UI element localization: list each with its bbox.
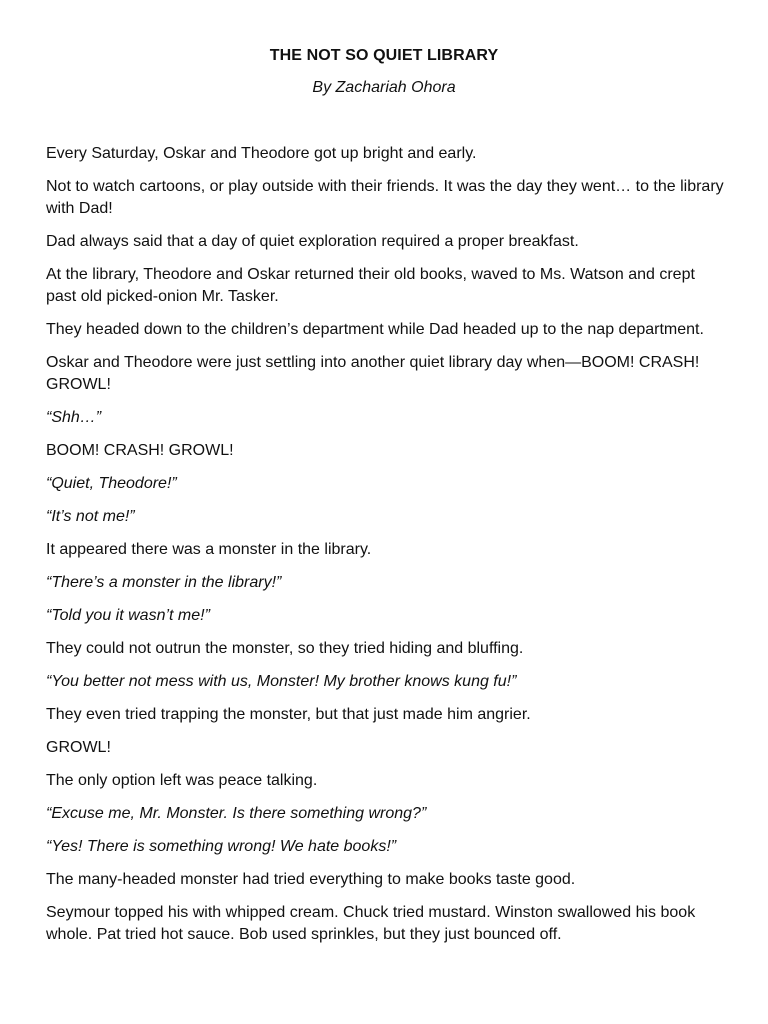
story-dialogue-paragraph: “You better not mess with us, Monster! My brother knows kung fu!” [46,673,517,690]
story-paragraph: BOOM! CRASH! GROWL! [46,442,234,459]
story-paragraph: Seymour topped his with whipped cream. Chuck tried mustard. Winston swallowed his book whole. Pat tried hot sauce. Bob used sprinkles, but they just bounced off. [46,904,696,943]
story-dialogue-paragraph: “Excuse me, Mr. Monster. Is there something wrong?” [46,805,427,822]
story-paragraph: Dad always said that a day of quiet exploration required a proper breakfast. [46,233,579,250]
document-title: THE NOT SO QUIET LIBRARY [269,47,499,64]
story-dialogue-paragraph: “Shh…” [46,409,102,426]
story-paragraph: Every Saturday, Oskar and Theodore got up bright and early. [46,145,477,162]
story-dialogue-paragraph: “Told you it wasn’t me!” [46,607,210,624]
story-paragraph: The many-headed monster had tried everything to make books taste good. [46,871,576,888]
story-paragraph: The only option left was peace talking. [46,772,318,789]
story-dialogue-paragraph: “There’s a monster in the library!” [46,574,282,591]
document-byline: By Zachariah Ohora [312,79,456,96]
story-dialogue-paragraph: “Quiet, Theodore!” [46,475,177,492]
story-paragraph: GROWL! [46,739,111,756]
story-dialogue-paragraph: “It’s not me!” [46,508,135,525]
story-paragraph: Oskar and Theodore were just settling into another quiet library day when—BOOM! CRASH! GROWL! [46,354,700,393]
story-paragraph: They headed down to the children’s department while Dad headed up to the nap department. [46,321,704,338]
story-paragraph: It appeared there was a monster in the library. [46,541,372,558]
story-body [46,143,726,957]
story-paragraph: At the library, Theodore and Oskar returned their old books, waved to Ms. Watson and crept past old picked-onion Mr. Tasker. [46,266,695,305]
story-paragraph: They even tried trapping the monster, but that just made him angrier. [46,706,531,723]
story-dialogue-paragraph: “Yes! There is something wrong! We hate books!” [46,838,397,855]
story-paragraph: Not to watch cartoons, or play outside with their friends. It was the day they went… to the library with Dad! [46,178,724,217]
story-paragraph: They could not outrun the monster, so they tried hiding and bluffing. [46,640,524,657]
